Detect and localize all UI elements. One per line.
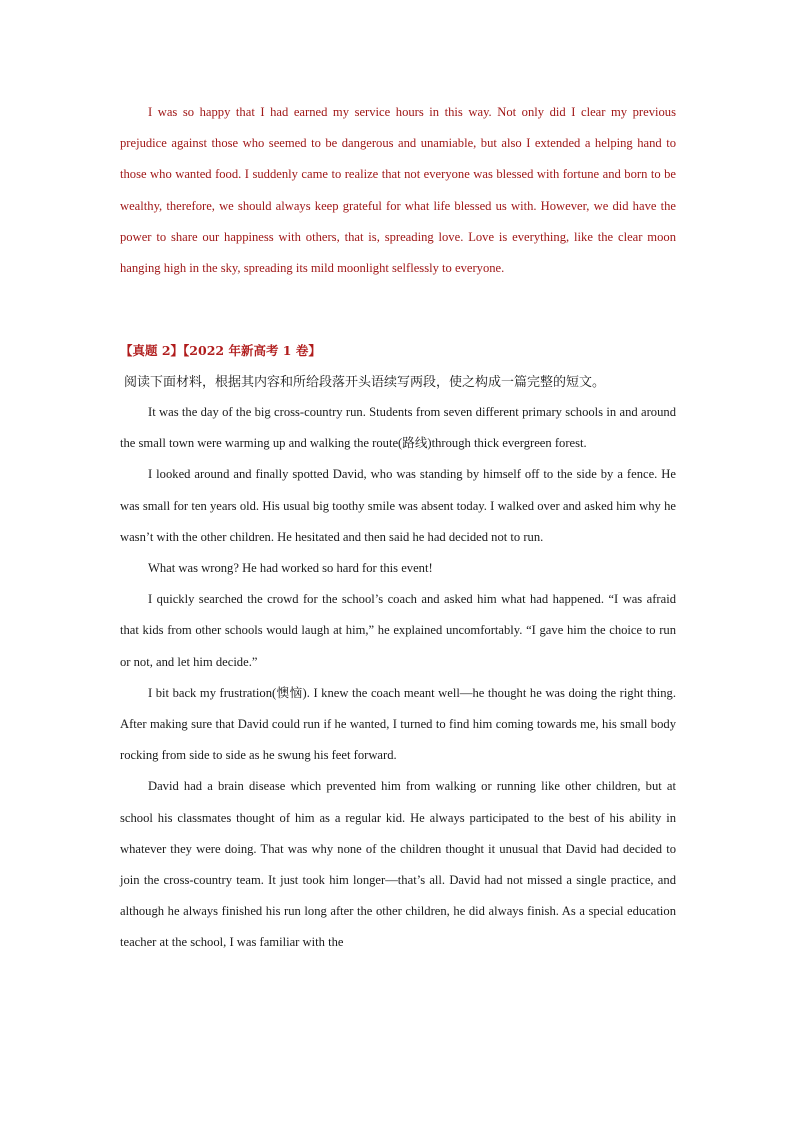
passage-paragraph-4: I quickly searched the crowd for the school’s coach and asked him what had happened. “I was afraid that kids from other schools would laugh at him,” he explained uncomfortably. “I gave him the choice to run or not, and let him decide.” [120,592,676,669]
instruction-text: 阅读下面材料，根据其内容和所给段落开头语续写两段，使之构成一篇完整的短文。 [124,375,606,390]
essay-continuation-paragraph: I was so happy that I had earned my service hours in this way. Not only did I clear my previous prejudice against those who seemed to be dangerous and unamiable, but also I extended a helping hand to those who wanted food. I suddenly came to realize that not everyone was blessed with fortune and born to be wealthy, therefore, we should always keep grateful for what life blessed us with. However, we did have the power to share our happiness with others, that is, spreading love. Love is everything, like the clear moon hanging high in the sky, spreading its mild moonlight selflessly to everyone. [120,105,676,276]
passage-paragraph-5: I bit back my frustration(懊恼). I knew the coach meant well—he thought he was doing the right thing. After making sure that David could run if he wanted, I turned to find him coming towards me, his small body rocking from side to side as he swung his feet forward. [120,685,676,763]
passage-paragraph-1: It was the day of the big cross-country run. Students from seven different primary schools in and around the small town were warming up and walking the route(路线)through thick evergreen forest. [120,405,676,451]
essay-continuation-block [120,97,676,284]
passage-paragraph-2: I looked around and finally spotted David, who was standing by himself off to the side by a fence. He was small for ten years old. His usual big toothy smile was absent today. I walked over and asked him why he wasn’t with the other children. He hesitated and then said he had decided not to run. [120,467,676,544]
passage-paragraph-6: David had a brain disease which prevented him from walking or running like other children, but at school his classmates thought of him as a regular kid. He always participated to the best of his ability in whatever they were doing. That was why none of the children thought it unusual that David had decided to join the cross-country team. It just took him longer—that’s all. David had not missed a single practice, and although he always finished his run long after the other children, he did always finish. As a special education teacher at the school, I was familiar with the [120,779,676,950]
passage-paragraph-3: What was wrong? He had worked so hard for this event! [148,561,433,576]
section-heading: 【真题 2】【2022 年新高考 1 卷】 [120,343,321,358]
reading-passage [120,397,676,959]
